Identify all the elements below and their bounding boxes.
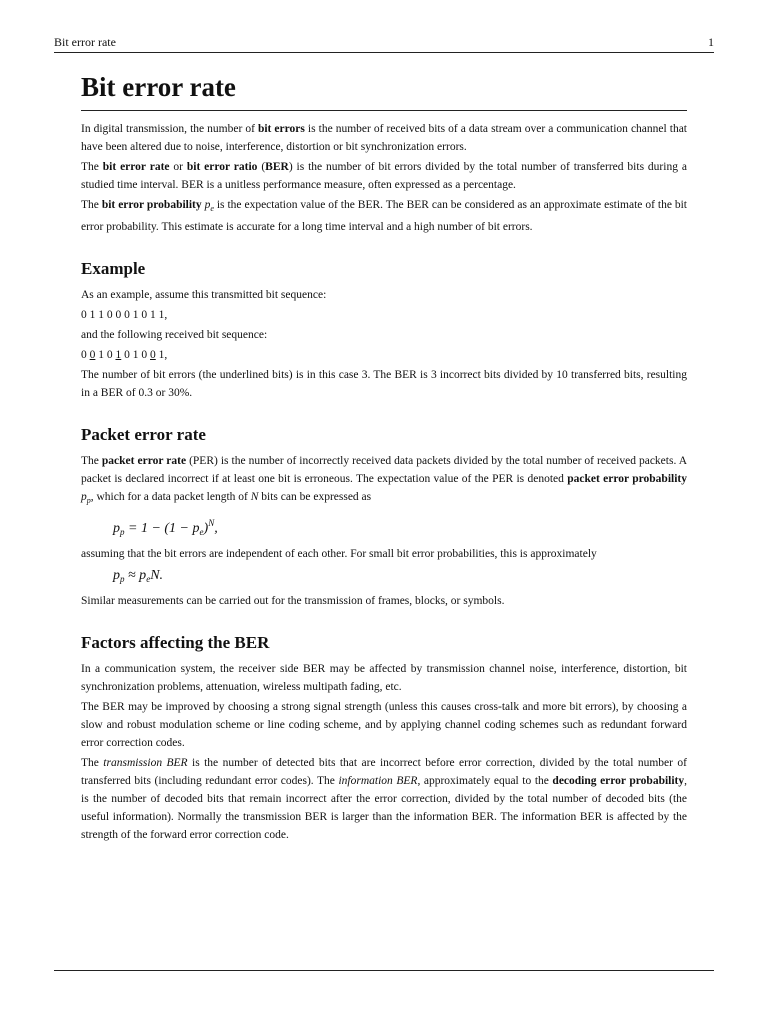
example-line-2: and the following received bit sequence: xyxy=(81,329,268,341)
formula-approximation: $p_p \approx p_eN$. xyxy=(113,568,164,584)
received-sequence xyxy=(81,346,687,364)
bit-segment: 1, xyxy=(155,349,168,361)
running-header xyxy=(54,34,714,53)
bit-segment: 0 xyxy=(81,349,90,361)
page-number: 1 xyxy=(708,35,714,49)
intro-paragraph-3: The bit error probability $p_e$ is the expectation value of the BER. The BER can be considered as an approximate estimate of the bit error probability. This estimate is accurate for a long time interval and a high number of bit errors. xyxy=(81,199,688,233)
section-heading-packet-error-rate: Packet error rate xyxy=(81,425,206,444)
formula-packet-error-probability: $p_p = 1 - (1 - p_e)^N$, xyxy=(113,518,218,537)
example-line-3: The number of bit errors (the underlined bits) is in this case 3. The BER is 3 incorrect bits divided by 10 transferred bits, resulting in a BER of 0.3 or 30%. xyxy=(81,369,687,399)
section-heading-example: Example xyxy=(81,259,146,278)
per-paragraph-3: Similar measurements can be carried out for the transmission of frames, blocks, or symbols. xyxy=(81,595,505,607)
transmitted-sequence: 0 1 1 0 0 0 1 0 1 1, xyxy=(81,309,168,321)
factors-paragraph-1: In a communication system, the receiver side BER may be affected by transmission channel noise, interference, distortion, bit synchronization problems, attenuation, wireless multipath fading, etc. xyxy=(81,663,687,693)
article-body xyxy=(81,70,687,846)
bit-segment: 1 0 xyxy=(95,349,116,361)
bit-segment: 0 1 0 xyxy=(121,349,150,361)
error-bit: 1 xyxy=(115,349,122,361)
intro-paragraph-2: The bit error rate or bit error ratio (BER) is the number of bit errors divided by the total number of transferred bits during a studied time interval. BER is a unitless performance measure, often expressed as a percentage. xyxy=(81,161,687,191)
intro-paragraph-1: In digital transmission, the number of bit errors is the number of received bits of a data stream over a communication channel that have been altered due to noise, interference, distortion or bit synchronization errors. xyxy=(81,123,687,153)
error-bit: 0 xyxy=(89,349,96,361)
factors-paragraph-3: The transmission BER is the number of detected bits that are incorrect before error correction, divided by the total number of transferred bits (including redundant error codes). The information BER, approximately equal to the decoding error probability, is the number of decoded bits that remain incorrect after the error correction, divided by the total number of decoded bits (the useful information). Normally the transmission BER is larger than the information BER. The information BER is affected by the strength of the forward error correction code. xyxy=(81,757,688,841)
per-paragraph-2: assuming that the bit errors are independent of each other. For small bit error probabilities, this is approximately xyxy=(81,548,597,560)
article-title: Bit error rate xyxy=(81,70,687,111)
section-heading-factors: Factors affecting the BER xyxy=(81,633,270,652)
per-paragraph-1: The packet error rate (PER) is the number of incorrectly received data packets divided by the total number of received packets. A packet is declared incorrect if at least one bit is erroneous. The expectation value of the PER is denoted packet error probability $p_p$, which for a data packet length of N bits can be expressed as xyxy=(81,455,688,505)
example-line-1: As an example, assume this transmitted bit sequence: xyxy=(81,289,327,301)
error-bit: 0 xyxy=(150,349,156,361)
factors-paragraph-2: The BER may be improved by choosing a strong signal strength (unless this causes cross-talk and more bit errors), by choosing a slow and robust modulation scheme or line coding scheme, and by applying channel coding schemes such as redundant forward error correction codes. xyxy=(81,701,687,749)
header-title: Bit error rate xyxy=(54,35,116,49)
footer-rule xyxy=(54,970,714,971)
